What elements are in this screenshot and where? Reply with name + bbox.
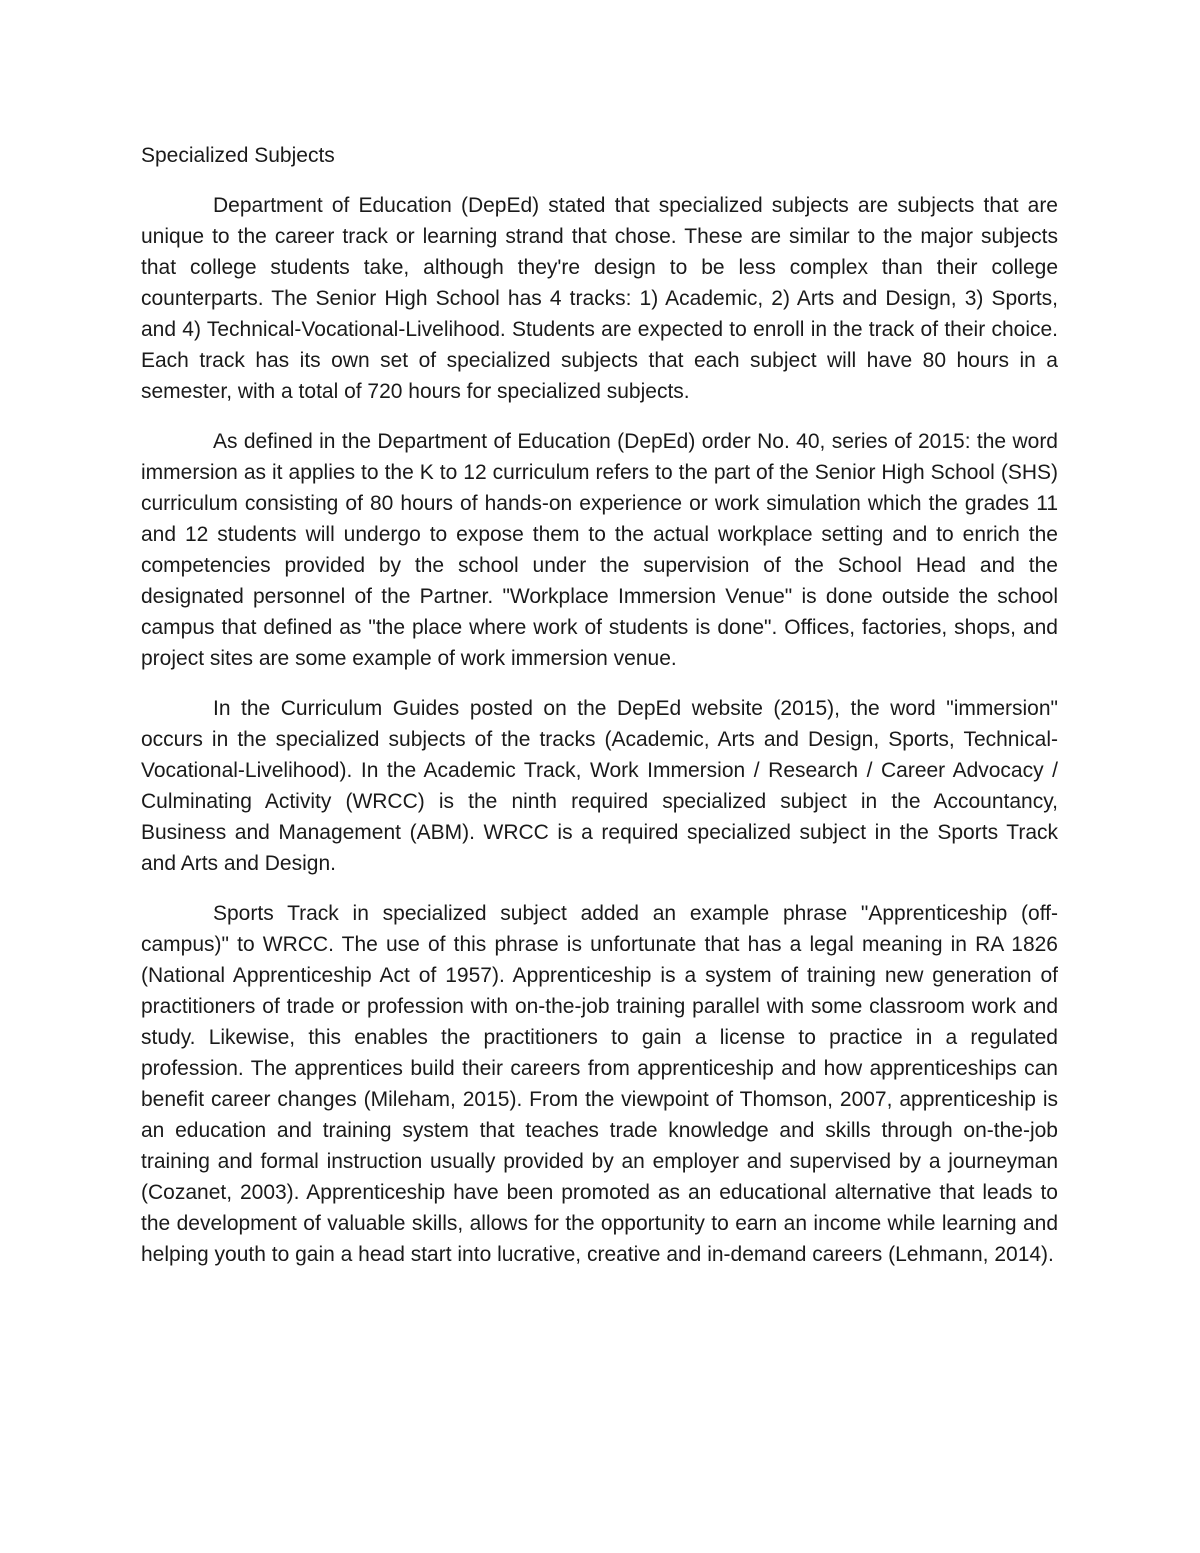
paragraph-work-immersion-definition: As defined in the Department of Education (DepEd) order No. 40, series of 2015: the word immersion as it applies to the K to 12 curriculum refers to the part of the Senior High School (SHS) curriculum consisting of 80 hours of hands-on experience or work simulation which the grades 11 and 12 students will undergo to expose them to the actual workplace setting and to enrich the competencies provided by the school under the supervision of the School Head and the designated personnel of the Partner. "Workplace Immersion Venue" is done outside the school campus that defined as "the place where work of students is done". Offices, factories, shops, and project sites are some example of work immersion venue. <box>141 430 1058 670</box>
section-heading: Specialized Subjects <box>141 144 335 167</box>
paragraph-specialized-subjects: Department of Education (DepEd) stated that specialized subjects are subjects that are unique to the career track or learning strand that chose. These are similar to the major subjects that college students take, although they're design to be less complex than their college counterparts. The Senior High School has 4 tracks: 1) Academic, 2) Arts and Design, 3) Sports, and 4) Technical-Vocational-Livelihood. Students are expected to enroll in the track of their choice. Each track has its own set of specialized subjects that each subject will have 80 hours in a semester, with a total of 720 hours for specialized subjects. <box>141 194 1058 403</box>
paragraph-curriculum-guides: In the Curriculum Guides posted on the DepEd website (2015), the word "immersion" occurs in the specialized subjects of the tracks (Academic, Arts and Design, Sports, Technical-Vocational-Livelihood). In the Academic Track, Work Immersion / Research / Career Advocacy / Culminating Activity (WRCC) is the ninth required specialized subject in the Accountancy, Business and Management (ABM). WRCC is a required specialized subject in the Sports Track and Arts and Design. <box>141 697 1058 875</box>
paragraph-apprenticeship: Sports Track in specialized subject added an example phrase "Apprenticeship (off-campus)" to WRCC. The use of this phrase is unfortunate that has a legal meaning in RA 1826 (National Apprenticeship Act of 1957). Apprenticeship is a system of training new generation of practitioners of trade or profession with on-the-job training parallel with some classroom work and study. Likewise, this enables the practitioners to gain a license to practice in a regulated profession. The apprentices build their careers from apprenticeship and how apprenticeships can benefit career changes (Mileham, 2015). From the viewpoint of Thomson, 2007, apprenticeship is an education and training system that teaches trade knowledge and skills through on-the-job training and formal instruction usually provided by an employer and supervised by a journeyman (Cozanet, 2003). Apprenticeship have been promoted as an educational alternative that leads to the development of valuable skills, allows for the opportunity to earn an income while learning and helping youth to gain a head start into lucrative, creative and in-demand careers (Lehmann, 2014). <box>141 902 1058 1266</box>
document-body <box>141 140 1058 1270</box>
